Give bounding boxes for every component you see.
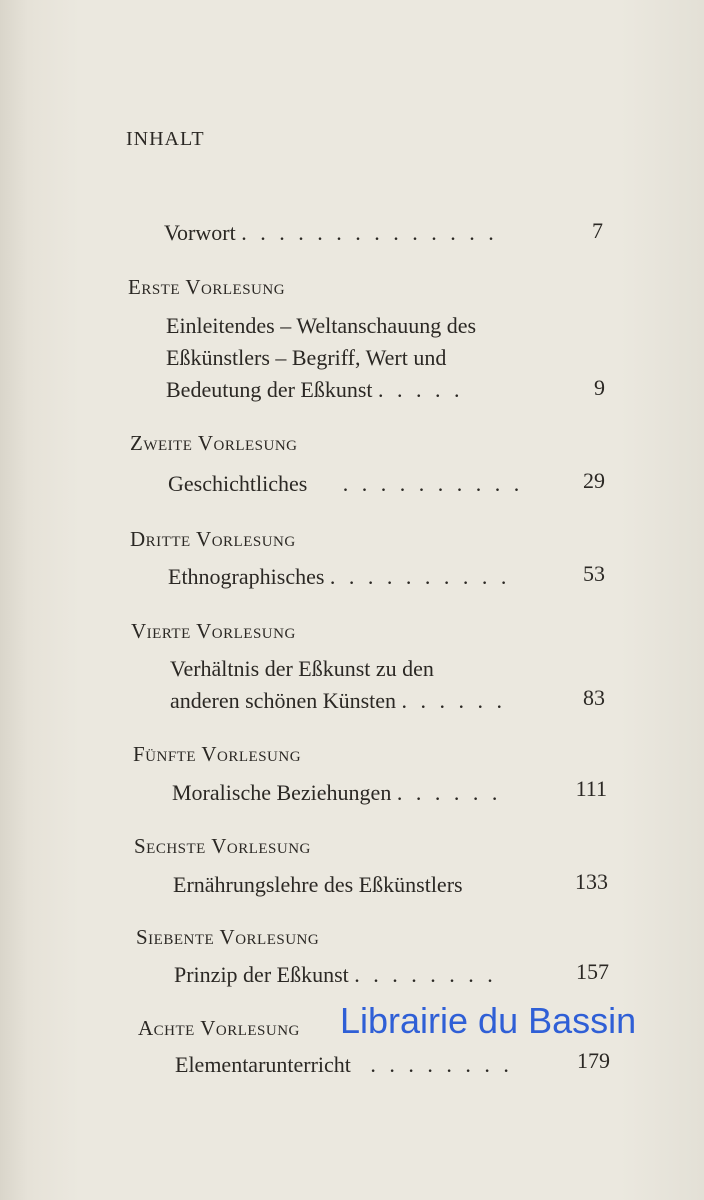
entry-title: Ernährungslehre des Eßkünstlers	[173, 872, 463, 897]
entry-line: Verhältnis der Eßkunst zu den	[170, 656, 434, 681]
entry-title: Ethnographisches	[168, 564, 325, 589]
toc-entry-zweite	[168, 471, 523, 497]
section-title-fuenfte: Fünfte Vorlesung	[133, 742, 302, 766]
entry-line: Eßkünstlers – Begriff, Wert und	[166, 345, 447, 370]
entry-title: Elementarunterricht	[175, 1052, 351, 1077]
toc-entry-vorwort	[164, 220, 498, 246]
entry-title: Geschichtliches	[168, 471, 308, 496]
leader-dots: . . . . . .	[401, 688, 507, 713]
leader-dots: . . . . . . . .	[370, 1052, 513, 1077]
leader-dots: . . . . . . . . . .	[342, 471, 524, 496]
toc-entry-vierte-last	[170, 688, 506, 714]
toc-entry-fuenfte	[172, 780, 501, 806]
toc-entry-siebente	[174, 962, 497, 988]
page-number: 9	[594, 375, 605, 400]
section-title-vierte: Vierte Vorlesung	[131, 619, 296, 643]
entry-line: Einleitendes – Weltanschauung des	[166, 313, 477, 338]
page-number: 83	[583, 685, 605, 710]
entry-line: Bedeutung der Eßkunst	[166, 377, 373, 402]
toc-entry-achte	[175, 1052, 513, 1078]
entry-title: Vorwort	[164, 220, 236, 245]
leader-dots: . . . . . .	[396, 780, 502, 805]
page-number: 133	[575, 869, 608, 894]
leader-dots: . . . . . . . . . .	[329, 564, 511, 589]
section-title-siebente: Siebente Vorlesung	[136, 925, 320, 949]
toc-entry-sechste	[173, 872, 463, 898]
leader-dots: . . . . . . . .	[354, 962, 497, 987]
entry-line: anderen schönen Künsten	[170, 688, 397, 713]
section-title-sechste: Sechste Vorlesung	[134, 834, 311, 858]
page-number: 7	[592, 218, 603, 243]
page-heading: INHALT	[126, 128, 205, 150]
section-title-erste: Erste Vorlesung	[128, 275, 286, 299]
watermark-text: Librairie du Bassin	[340, 1000, 637, 1041]
page-number: 157	[576, 959, 609, 984]
page-number: 111	[575, 776, 607, 801]
page-number: 53	[583, 561, 605, 586]
leader-dots: . . . . . . . . . . . . . .	[241, 220, 498, 245]
leader-dots: . . . . .	[378, 377, 464, 402]
section-title-dritte: Dritte Vorlesung	[130, 527, 296, 551]
entry-title: Moralische Beziehungen	[172, 780, 392, 805]
page-number: 179	[577, 1048, 610, 1073]
entry-title: Prinzip der Eßkunst	[174, 962, 349, 987]
toc-entry-erste-last	[166, 377, 464, 403]
section-title-zweite: Zweite Vorlesung	[130, 431, 298, 455]
section-title-achte: Achte Vorlesung	[138, 1016, 300, 1040]
toc-entry-dritte	[168, 564, 510, 590]
page-number: 29	[583, 468, 605, 493]
